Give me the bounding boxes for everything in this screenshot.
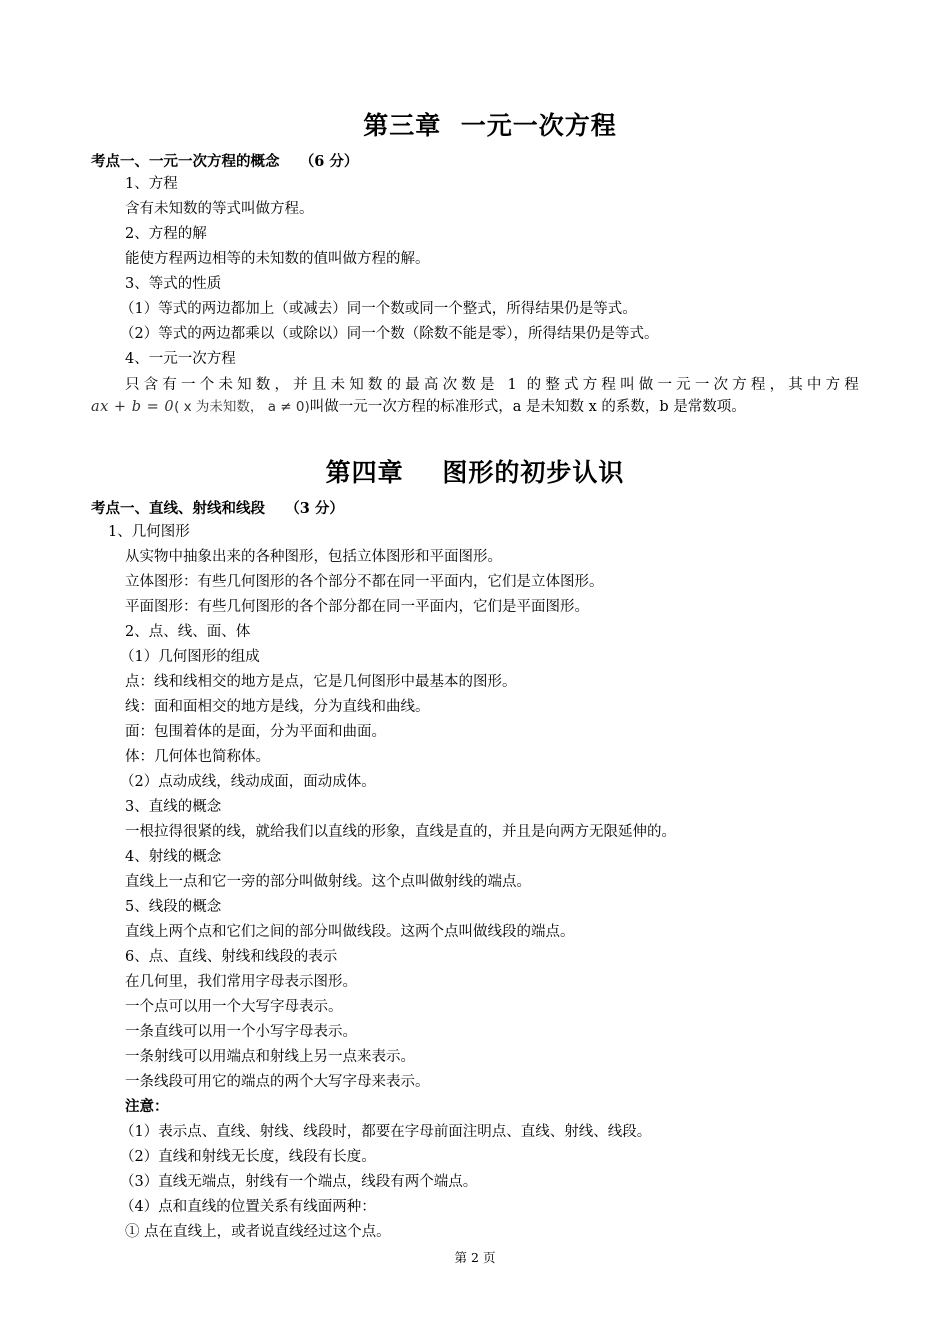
- ch3-line-5: （1）等式的两边都加上（或减去）同一个数或同一个整式，所得结果仍是等式。: [120, 301, 637, 317]
- formula-condition: ( x 为未知数， a ≠ 0): [174, 399, 310, 415]
- ch4-item1: 1、几何图形: [108, 524, 190, 540]
- page-number: 第 2 页: [454, 1250, 496, 1265]
- ch4-line-9: （2）点动成线，线动成面，面动成体。: [120, 774, 376, 790]
- ch4-line-16: 6、点、直线、射线和线段的表示: [125, 949, 338, 965]
- ch4-note-label: 注意：: [125, 1098, 169, 1115]
- ch4-note-4: ① 点在直线上，或者说直线经过这个点。: [125, 1224, 391, 1240]
- ch4-line-11: 一根拉得很紧的线，就给我们以直线的形象，直线是直的，并且是向两方无限延伸的。: [125, 824, 676, 840]
- chapter4-section1-heading: 考点一、直线、射线和线段 （3 分）: [91, 500, 344, 517]
- ch3-formula-line: [91, 395, 746, 416]
- standard-form-formula: ax + b = 0: [91, 399, 175, 415]
- ch4-note-3: （4）点和直线的位置关系有线面两种：: [120, 1199, 376, 1215]
- ch4-line-21: 一条线段可用它的端点的两个大写字母来表示。: [125, 1074, 430, 1090]
- ch4-line-5: 点：线和线相交的地方是点，它是几何图形中最基本的图形。: [125, 674, 517, 690]
- ch4-line-12: 4、射线的概念: [125, 849, 222, 865]
- chapter3-section1-heading: 考点一、一元一次方程的概念 （6 分）: [91, 153, 359, 170]
- ch3-line-7: 4、一元一次方程: [125, 351, 236, 367]
- ch4-line-8: 体：几何体也简称体。: [125, 749, 270, 765]
- ch3-definition-line: 只含有一个未知数，并且未知数的最高次数是 1 的整式方程叫做一元一次方程，其中方程: [125, 377, 860, 393]
- ch4-line-0: 从实物中抽象出来的各种图形，包括立体图形和平面图形。: [125, 549, 502, 565]
- ch4-line-3: 2、点、线、面、体: [125, 624, 251, 640]
- ch3-line-3: 能使方程两边相等的未知数的值叫做方程的解。: [125, 251, 430, 267]
- ch4-note-1: （2）直线和射线无长度，线段有长度。: [120, 1149, 376, 1165]
- ch4-line-18: 一个点可以用一个大写字母表示。: [125, 999, 343, 1015]
- chapter4-title: 第四章 图形的初步认识: [325, 458, 625, 487]
- chapter3-title: 第三章 一元一次方程: [363, 111, 617, 140]
- ch4-line-4: （1）几何图形的组成: [120, 649, 260, 665]
- ch4-line-15: 直线上两个点和它们之间的部分叫做线段。这两个点叫做线段的端点。: [125, 924, 575, 940]
- ch4-line-6: 线：面和面相交的地方是线，分为直线和曲线。: [125, 699, 430, 715]
- ch4-note-2: （3）直线无端点，射线有一个端点，线段有两个端点。: [120, 1174, 478, 1190]
- ch4-line-19: 一条直线可以用一个小写字母表示。: [125, 1024, 357, 1040]
- ch4-line-2: 平面图形：有些几何图形的各个部分都在同一平面内，它们是平面图形。: [125, 599, 589, 615]
- ch4-line-7: 面：包围着体的是面，分为平面和曲面。: [125, 724, 386, 740]
- ch3-line-0: 1、方程: [125, 176, 178, 192]
- formula-tail-text: 叫做一元一次方程的标准形式，a 是未知数 x 的系数，b 是常数项。: [309, 399, 746, 415]
- ch3-line-1: 含有未知数的等式叫做方程。: [125, 201, 314, 217]
- ch4-line-20: 一条射线可以用端点和射线上另一点来表示。: [125, 1049, 415, 1065]
- ch4-line-10: 3、直线的概念: [125, 799, 222, 815]
- ch4-line-17: 在几何里，我们常用字母表示图形。: [125, 974, 357, 990]
- ch4-line-1: 立体图形：有些几何图形的各个部分不都在同一平面内，它们是立体图形。: [125, 574, 604, 590]
- ch4-line-13: 直线上一点和它一旁的部分叫做射线。这个点叫做射线的端点。: [125, 874, 531, 890]
- ch3-line-6: （2）等式的两边都乘以（或除以）同一个数（除数不能是零），所得结果仍是等式。: [120, 326, 659, 342]
- ch4-note-0: （1）表示点、直线、射线、线段时，都要在字母前面注明点、直线、射线、线段。: [120, 1124, 652, 1140]
- ch3-line-2: 2、方程的解: [125, 226, 207, 242]
- ch3-line-4: 3、等式的性质: [125, 276, 222, 292]
- ch4-line-14: 5、线段的概念: [125, 899, 222, 915]
